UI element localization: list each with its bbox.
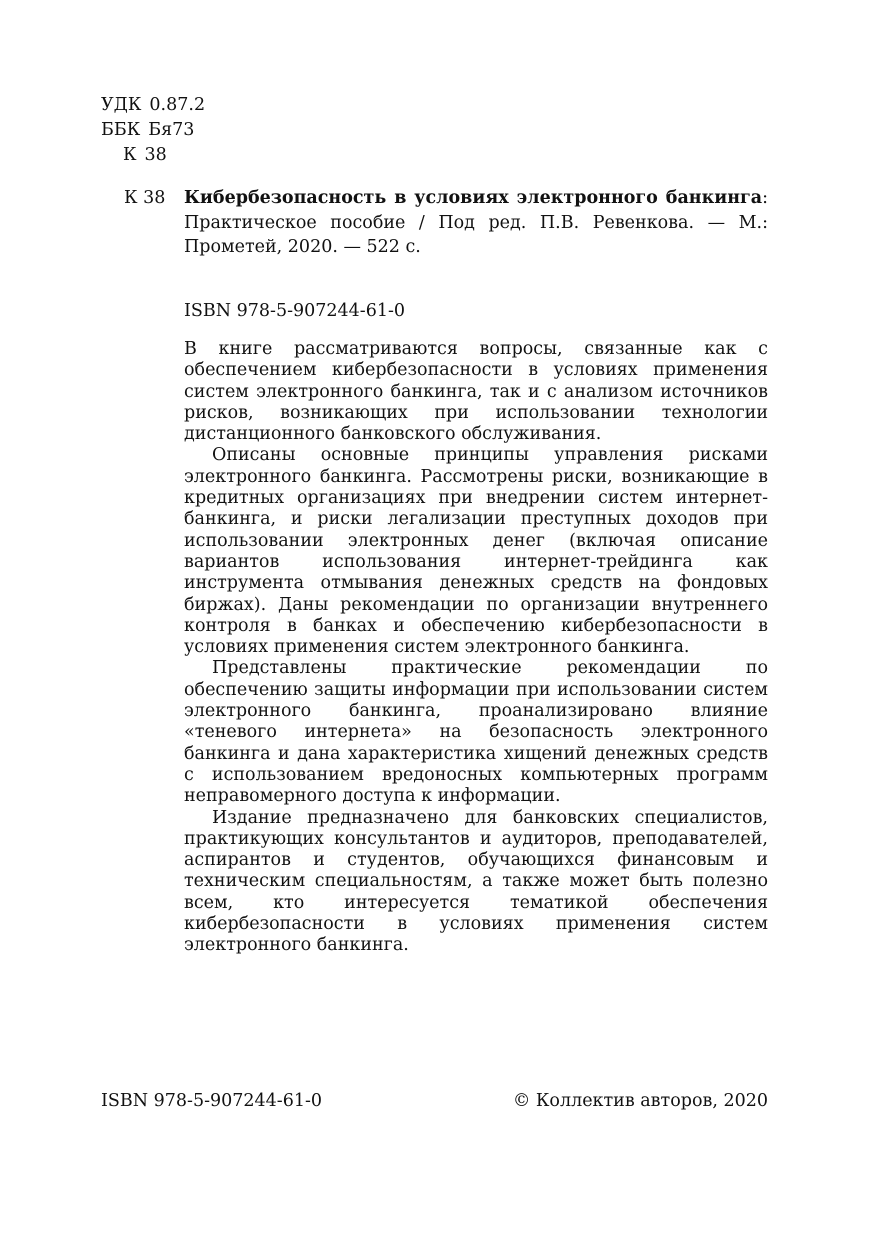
annotation	[184, 339, 768, 957]
classification-block	[101, 93, 205, 168]
author-mark-row	[101, 143, 205, 168]
book-title: Кибербезопасность в условиях электронного банкинга	[184, 188, 763, 208]
author-mark-number: 38	[144, 145, 167, 165]
bbk-label: ББК	[101, 120, 141, 140]
copyright-notice: © Коллектив авторов, 2020	[512, 1091, 768, 1111]
author-mark-code: К 38	[124, 188, 166, 208]
bbk-value: Бя73	[148, 120, 195, 140]
footer	[101, 1089, 768, 1114]
isbn-line: ISBN 978-5-907244-61-0	[184, 301, 406, 321]
udk-value: 0.87.2	[149, 95, 206, 115]
annotation-paragraph: В книге рассматриваются вопросы, связанные как с обеспечением кибербезопасности в условиях применения систем электронного банкинга, так и с анализом источников рисков, возникающих при использовании технологии дистанционного банковского обслуживания.	[184, 339, 768, 445]
bibliographic-record	[124, 186, 768, 260]
bibliographic-description	[184, 186, 768, 260]
annotation-paragraph: Издание предназначено для банковских специалистов, практикующих консультантов и аудиторов, преподавателей, аспирантов и студентов, обучающихся финансовым и техническим специальностям, а также может быть полезно всем, кто интересуется тематикой обеспечения кибербезопасности в условиях применения систем электронного банкинга.	[184, 807, 768, 956]
author-mark-letter: К	[123, 145, 137, 165]
udk-row	[101, 93, 205, 118]
bbk-row	[101, 118, 205, 143]
footer-isbn: ISBN 978-5-907244-61-0	[101, 1091, 323, 1111]
udk-label: УДК	[101, 95, 142, 115]
book-imprint: : Практическое пособие / Под ред. П.В. Ревенкова. — М.: Прометей, 2020. — 522 с.	[184, 188, 768, 257]
annotation-paragraph: Представлены практические рекомендации по обеспечению защиты информации при использовании систем электронного банкинга, проанализировано влияние «теневого интернета» на безопасность электронного банкинга и дана характеристика хищений денежных средств с использованием вредоносных компьютерных программ неправомерного доступа к информации.	[184, 658, 768, 807]
annotation-paragraph: Описаны основные принципы управления рисками электронного банкинга. Рассмотрены риски, возникающие в кредитных организациях при внедрении систем интернет-банкинга, и риски легализации преступных доходов при использовании электронных денег (включая описание вариантов использования интернет-трейдинга как инструмента отмывания денежных средств на фондовых биржах). Даны рекомендации по организации внутреннего контроля в банках и обеспечению кибербезопасности в условиях применения систем электронного банкинга.	[184, 445, 768, 658]
